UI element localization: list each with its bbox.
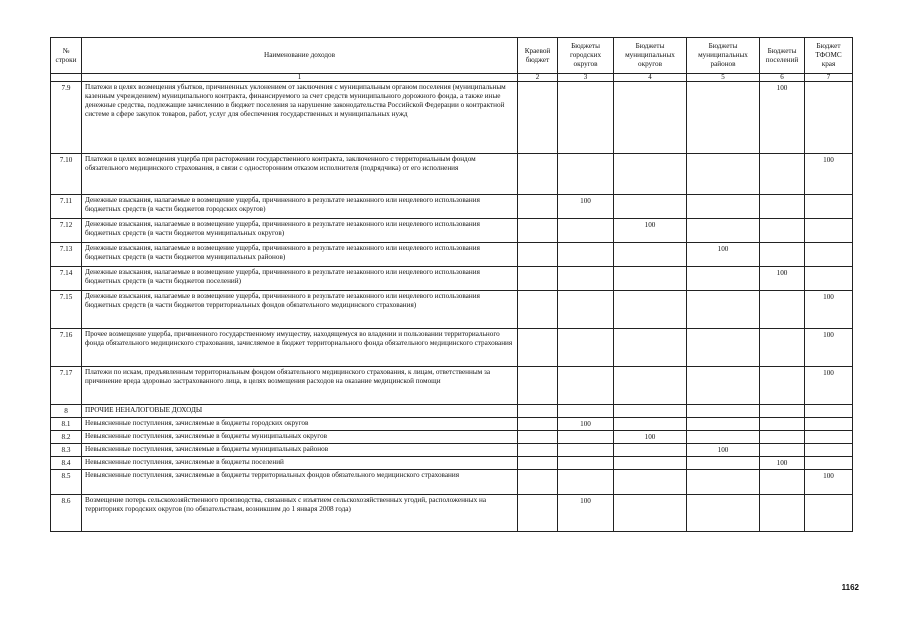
row-value xyxy=(687,195,760,219)
row-code: 7.10 xyxy=(51,154,82,195)
row-value xyxy=(805,195,853,219)
row-code: 7.15 xyxy=(51,291,82,329)
header-row xyxy=(51,38,853,74)
row-value xyxy=(805,418,853,431)
row-value xyxy=(558,470,614,495)
row-value xyxy=(687,219,760,243)
row-value xyxy=(614,267,687,291)
table-row xyxy=(51,154,853,195)
column-number-row xyxy=(51,74,853,82)
row-value xyxy=(687,82,760,154)
row-value: 100 xyxy=(805,154,853,195)
table-row xyxy=(51,444,853,457)
row-value xyxy=(687,329,760,367)
row-name: Невыясненные поступления, зачисляемые в бюджеты городских округов xyxy=(82,418,518,431)
row-value xyxy=(558,457,614,470)
row-code: 7.16 xyxy=(51,329,82,367)
row-code: 7.13 xyxy=(51,243,82,267)
row-value xyxy=(518,267,558,291)
row-value xyxy=(558,243,614,267)
row-value xyxy=(687,405,760,418)
row-value xyxy=(760,444,805,457)
row-value xyxy=(687,267,760,291)
row-code: 8.3 xyxy=(51,444,82,457)
table-row xyxy=(51,405,853,418)
row-value: 100 xyxy=(805,329,853,367)
row-name: Платежи по искам, предъявленным территориальным фондом обязательного медицинского страхования, к лицам, ответственным за причинение вреда здоровью застрахованного лица, в целях возмещения расходов на оказание медицинской помощи xyxy=(82,367,518,405)
row-name: Невыясненные поступления, зачисляемые в бюджеты территориальных фондов обязательного медицинского страхования xyxy=(82,470,518,495)
row-value xyxy=(687,367,760,405)
row-value xyxy=(760,195,805,219)
row-code: 8.5 xyxy=(51,470,82,495)
table-row xyxy=(51,329,853,367)
row-name: Невыясненные поступления, зачисляемые в бюджеты поселений xyxy=(82,457,518,470)
row-name: Платежи в целях возмещения убытков, причиненных уклонением от заключения с муниципальным органом поселения (муниципальным казенным учреждением) муниципального контракта, финансируемого за счет средств муниципального дорожного фонда, а также иные денежные средства, подлежащие зачислению в бюджет поселения за нарушение законодательства Российской Федерации о контрактной системе в сфере закупок товаров, работ, услуг для обеспечения государственных и муниципальных нужд xyxy=(82,82,518,154)
row-name: Денежные взыскания, налагаемые в возмещение ущерба, причиненного в результате незаконного или нецелевого использования бюджетных средств (в части бюджетов территориальных фондов обязательного медицинского страхования) xyxy=(82,291,518,329)
row-value xyxy=(518,243,558,267)
column-number: 3 xyxy=(558,74,614,82)
row-value xyxy=(760,431,805,444)
row-value xyxy=(558,431,614,444)
column-number: 4 xyxy=(614,74,687,82)
row-value xyxy=(518,291,558,329)
row-code: 8.4 xyxy=(51,457,82,470)
table-row xyxy=(51,291,853,329)
row-value xyxy=(760,495,805,532)
row-code: 8.1 xyxy=(51,418,82,431)
row-value xyxy=(614,495,687,532)
row-value xyxy=(518,405,558,418)
row-code: 7.14 xyxy=(51,267,82,291)
row-code: 7.17 xyxy=(51,367,82,405)
row-value xyxy=(805,219,853,243)
row-value xyxy=(614,154,687,195)
row-value xyxy=(805,495,853,532)
row-value: 100 xyxy=(760,82,805,154)
table-row xyxy=(51,418,853,431)
row-code: 8 xyxy=(51,405,82,418)
row-name: Невыясненные поступления, зачисляемые в бюджеты муниципальных округов xyxy=(82,431,518,444)
header-col-municipal-okrug: Бюджеты муниципальных округов xyxy=(614,38,687,74)
row-value xyxy=(518,219,558,243)
row-value xyxy=(558,405,614,418)
row-value xyxy=(614,367,687,405)
table-row xyxy=(51,243,853,267)
row-value xyxy=(805,267,853,291)
row-value xyxy=(687,418,760,431)
table-row xyxy=(51,470,853,495)
header-col-settlement: Бюджеты поселений xyxy=(760,38,805,74)
row-value xyxy=(558,82,614,154)
header-col-municipal-raion: Бюджеты муниципальных районов xyxy=(687,38,760,74)
row-code: 8.2 xyxy=(51,431,82,444)
row-value xyxy=(558,367,614,405)
column-number: 6 xyxy=(760,74,805,82)
table-row xyxy=(51,495,853,532)
row-value xyxy=(805,405,853,418)
row-value xyxy=(805,243,853,267)
row-value xyxy=(518,82,558,154)
row-value xyxy=(614,291,687,329)
row-name: Денежные взыскания, налагаемые в возмещение ущерба, причиненного в результате незаконного или нецелевого использования бюджетных средств (в части бюджетов городских округов) xyxy=(82,195,518,219)
row-name: Денежные взыскания, налагаемые в возмещение ущерба, причиненного в результате незаконного или нецелевого использования бюджетных средств (в части бюджетов поселений) xyxy=(82,267,518,291)
column-number: 1 xyxy=(82,74,518,82)
table-row xyxy=(51,219,853,243)
row-value xyxy=(614,195,687,219)
row-value xyxy=(518,470,558,495)
row-name: Платежи в целях возмещения ущерба при расторжении государственного контракта, заключенного с территориальным фондом обязательного медицинского страхования, в связи с односторонним отказом исполнителя (подрядчика) от его исполнения xyxy=(82,154,518,195)
row-value xyxy=(614,82,687,154)
row-value xyxy=(760,418,805,431)
row-value xyxy=(614,418,687,431)
row-code: 7.11 xyxy=(51,195,82,219)
row-value xyxy=(687,291,760,329)
row-name: Денежные взыскания, налагаемые в возмещение ущерба, причиненного в результате незаконного или нецелевого использования бюджетных средств (в части бюджетов муниципальных районов) xyxy=(82,243,518,267)
row-code: 8.6 xyxy=(51,495,82,532)
header-col-tfoms: Бюджет ТФОМС края xyxy=(805,38,853,74)
row-value xyxy=(518,367,558,405)
table-body xyxy=(51,82,853,532)
column-number xyxy=(51,74,82,82)
row-value xyxy=(760,291,805,329)
column-number: 7 xyxy=(805,74,853,82)
header-col-regional: Краевой бюджет xyxy=(518,38,558,74)
row-value xyxy=(760,405,805,418)
row-value xyxy=(614,405,687,418)
header-code: № строки xyxy=(51,38,82,74)
row-code: 7.9 xyxy=(51,82,82,154)
row-value xyxy=(518,444,558,457)
row-value xyxy=(614,457,687,470)
row-value: 100 xyxy=(760,267,805,291)
row-value xyxy=(760,243,805,267)
row-value xyxy=(687,457,760,470)
row-value xyxy=(805,82,853,154)
row-value: 100 xyxy=(558,418,614,431)
row-value xyxy=(614,243,687,267)
table-row xyxy=(51,82,853,154)
row-value: 100 xyxy=(558,195,614,219)
row-value xyxy=(518,329,558,367)
row-value xyxy=(518,418,558,431)
page-number: 1162 xyxy=(841,583,859,592)
row-value xyxy=(518,495,558,532)
row-value xyxy=(518,195,558,219)
income-table xyxy=(50,37,853,532)
row-value xyxy=(760,219,805,243)
table-row xyxy=(51,195,853,219)
row-value: 100 xyxy=(614,219,687,243)
row-value: 100 xyxy=(805,470,853,495)
row-name: Возмещение потерь сельскохозяйственного производства, связанных с изъятием сельскохозяйственных угодий, расположенных на территориях городских округов (по обязательствам, возникшим до 1 января 2008 года) xyxy=(82,495,518,532)
header-name: Наименование доходов xyxy=(82,38,518,74)
row-value xyxy=(760,154,805,195)
table-row xyxy=(51,267,853,291)
row-value xyxy=(518,431,558,444)
row-value xyxy=(760,470,805,495)
row-value xyxy=(805,431,853,444)
row-name: ПРОЧИЕ НЕНАЛОГОВЫЕ ДОХОДЫ xyxy=(82,405,518,418)
row-value xyxy=(518,154,558,195)
row-value xyxy=(687,431,760,444)
row-value: 100 xyxy=(805,367,853,405)
row-value xyxy=(558,291,614,329)
row-value xyxy=(687,470,760,495)
column-number: 5 xyxy=(687,74,760,82)
row-value xyxy=(558,329,614,367)
table-row xyxy=(51,457,853,470)
row-value xyxy=(760,367,805,405)
header-col-city: Бюджеты городских округов xyxy=(558,38,614,74)
row-name: Прочее возмещение ущерба, причиненного государственному имуществу, находящемуся во владении и пользовании территориального фонда обязательного медицинского страхования, зачисляемое в бюджет территориального фонда обязательного медицинского страхования xyxy=(82,329,518,367)
row-value: 100 xyxy=(805,291,853,329)
row-value xyxy=(760,329,805,367)
row-value xyxy=(558,444,614,457)
row-value xyxy=(687,495,760,532)
table-row xyxy=(51,431,853,444)
table-row xyxy=(51,367,853,405)
row-value: 100 xyxy=(558,495,614,532)
row-value xyxy=(558,219,614,243)
row-code: 7.12 xyxy=(51,219,82,243)
row-value xyxy=(687,154,760,195)
row-value: 100 xyxy=(687,444,760,457)
row-value xyxy=(518,457,558,470)
row-value xyxy=(558,154,614,195)
row-value: 100 xyxy=(687,243,760,267)
row-value xyxy=(614,444,687,457)
row-value xyxy=(558,267,614,291)
row-name: Невыясненные поступления, зачисляемые в бюджеты муниципальных районов xyxy=(82,444,518,457)
row-value xyxy=(614,329,687,367)
row-value xyxy=(614,470,687,495)
row-value xyxy=(805,457,853,470)
row-value: 100 xyxy=(760,457,805,470)
column-number: 2 xyxy=(518,74,558,82)
row-value: 100 xyxy=(614,431,687,444)
row-value xyxy=(805,444,853,457)
row-name: Денежные взыскания, налагаемые в возмещение ущерба, причиненного в результате незаконного или нецелевого использования бюджетных средств (в части бюджетов муниципальных округов) xyxy=(82,219,518,243)
